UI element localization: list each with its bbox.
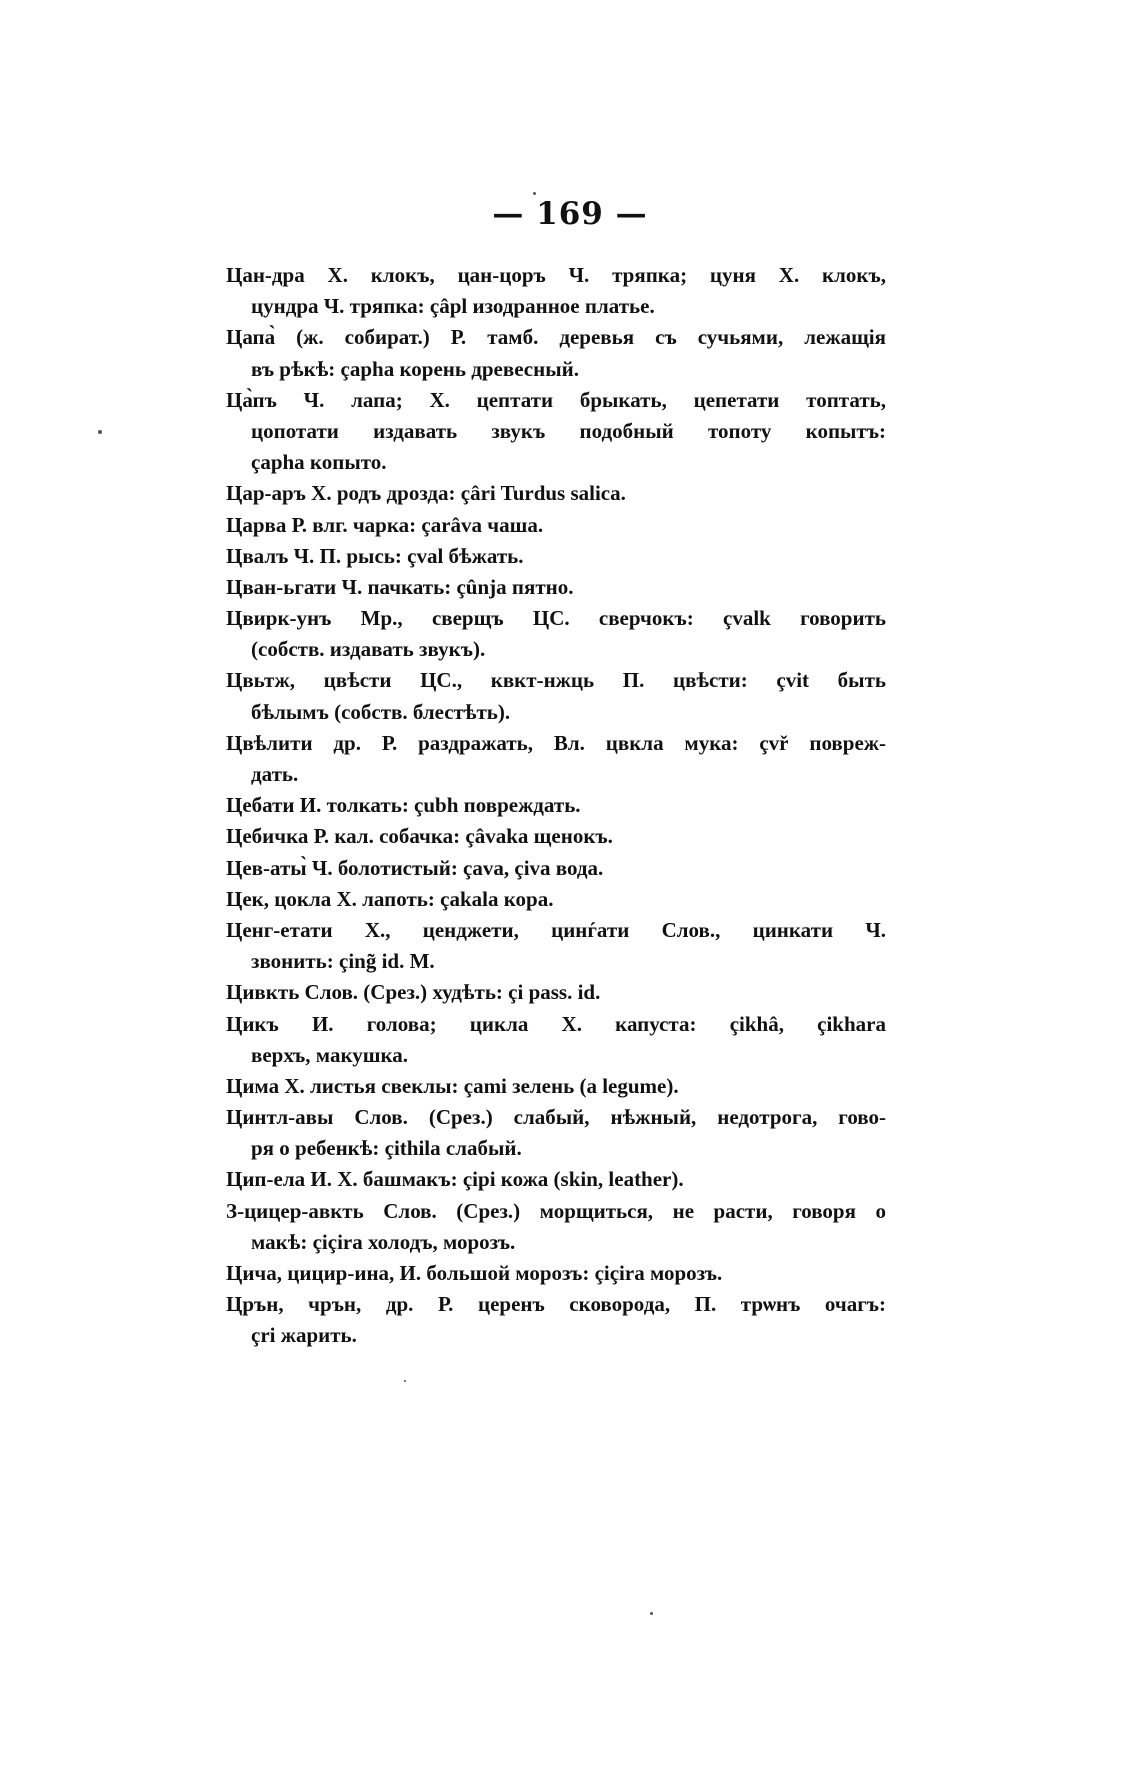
entry-line: (собств. издавать звукъ). xyxy=(251,637,486,662)
entry-line: цундра Ч. тряпка: çâpl изодранное платье. xyxy=(251,294,655,319)
entry-line: верхъ, макушка. xyxy=(251,1042,409,1067)
entry-line: ря о ребенкѣ: çithila слабый. xyxy=(251,1136,522,1161)
entry-line: Цип-ела И. Х. башмакъ: çipi кожа (skin, leather). xyxy=(226,1167,684,1192)
entry-line: Ценг-етати Х., ценджети, цинѓати Слов., цинкати Ч. xyxy=(226,917,886,942)
dictionary-entries xyxy=(226,260,886,1352)
scan-speck xyxy=(533,192,536,195)
entry-line: бѣлымъ (собств. блестѣть). xyxy=(251,699,511,724)
entry-line: макѣ: çiçira холодъ, морозъ. xyxy=(251,1229,516,1254)
entry-line: Цебати И. толкать: çubh повреждать. xyxy=(226,793,581,818)
scan-speck xyxy=(98,430,102,434)
entry-line: Цвѣлити др. Р. раздражать, Вл. цвкла мука: çvř повреж- xyxy=(226,730,886,755)
entry-line: Царва Р. влг. чарка: çarâva чаша. xyxy=(226,512,544,537)
entry-line: Цван-ьгати Ч. пачкать: çûnja пятно. xyxy=(226,574,574,599)
entry-line: цопотати издавать звукъ подобный топоту копытъ: xyxy=(251,418,886,443)
entry-line: Ца̀пъ Ч. лапа; Х. цептати брыкать, цепетати топтать, xyxy=(226,387,886,412)
entry-line: Цвьтж, цвѣсти ЦС., квкт-нжць П. цвѣсти: çvit быть xyxy=(226,668,886,693)
scan-speck xyxy=(404,1380,406,1382)
entry-line: Цинтл-авы Слов. (Срез.) слабый, нѣжный, недотрога, гово- xyxy=(226,1105,886,1130)
entry-line: çapha копыто. xyxy=(251,450,387,475)
page-number: — 169 — xyxy=(492,196,648,232)
entry-line: Цапа̀ (ж. собират.) Р. тамб. деревья съ сучьями, лежащія xyxy=(226,325,886,350)
entry-line: З-цицер-авкть Слов. (Срез.) морщиться, не расти, говоря о xyxy=(226,1198,886,1223)
entry-line: дать. xyxy=(251,762,299,786)
entry-line: Цивкть Слов. (Срез.) худѣть: çi pass. id. xyxy=(226,980,601,1005)
entry-line: Цан-дра Х. клокъ, цан-цоръ Ч. тряпка; цуня Х. клокъ, xyxy=(226,263,886,287)
entry-line: Цвалъ Ч. П. рысь: çval бѣжать. xyxy=(226,543,524,568)
entry-line: Цима Х. листья свеклы: çami зелень (a legume). xyxy=(226,1073,679,1098)
entry-line: Цек, цокла Х. лапоть: çakala кора. xyxy=(226,886,554,911)
entry-line: Цвирк-унъ Мр., сверщъ ЦС. сверчокъ: çvalk говорить xyxy=(226,606,886,631)
entry-line: звонить: çing̃ id. M. xyxy=(251,949,435,974)
entry-line: Цича, цицир-ина, И. большой морозъ: çiçira морозъ. xyxy=(226,1261,723,1285)
entry-line: Црън, чрън, др. Р. церенъ сковорода, П. трѡнъ очагъ: xyxy=(226,1292,886,1317)
entry-line: Цикъ И. голова; цикла Х. капуста: çikhâ, çikhara xyxy=(226,1011,886,1036)
entry-line: çri жарить. xyxy=(251,1323,357,1348)
entry-line: Цар-аръ Х. родъ дрозда: çâri Turdus salica. xyxy=(226,481,626,506)
entry-line: Цебичка Р. кал. собачка: çâvaka щенокъ. xyxy=(226,824,613,849)
entry-line: Цев-аты̀ Ч. болотистый: çava, çiva вода. xyxy=(226,855,604,880)
entry-line: въ рѣкѣ: çapha корень древесный. xyxy=(251,356,579,381)
scan-speck xyxy=(650,1612,653,1615)
